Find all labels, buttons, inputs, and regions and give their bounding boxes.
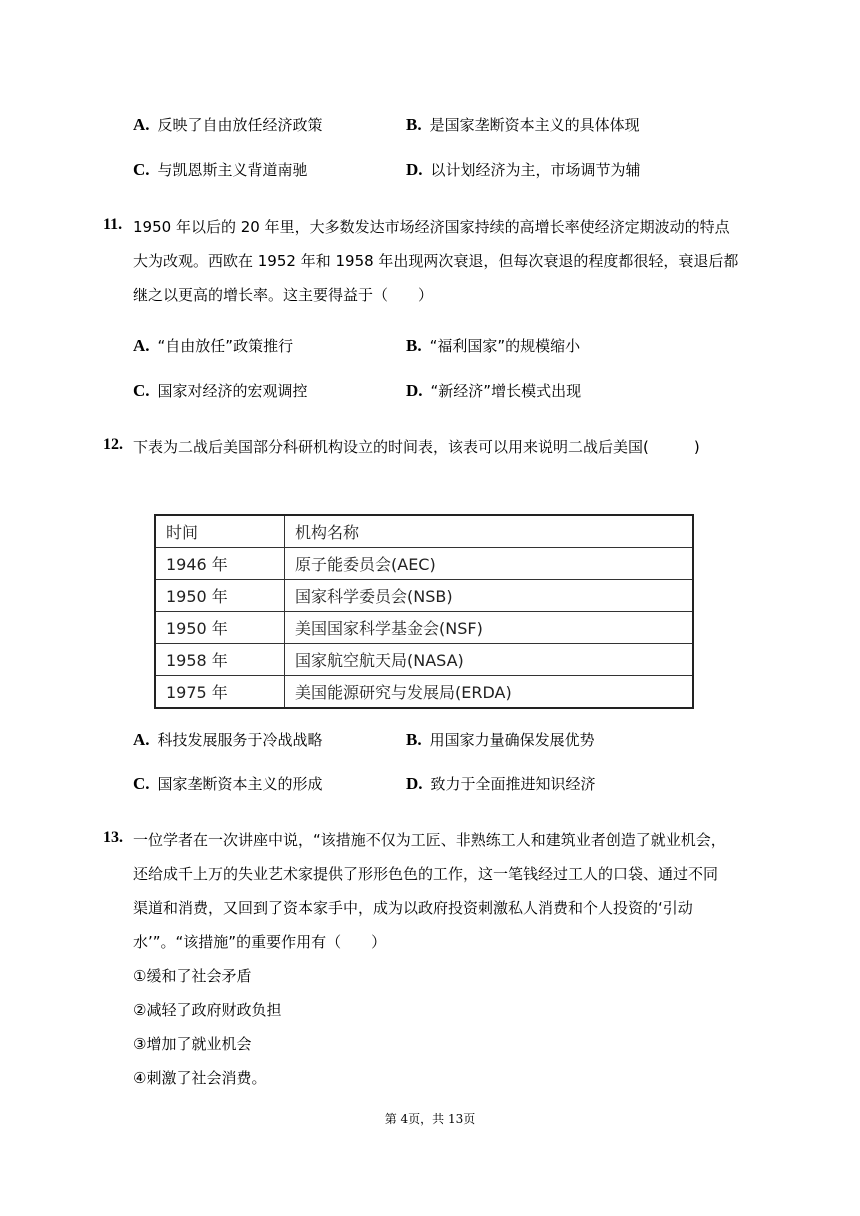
- question-stem-line: 1950 年以后的 20 年里，大多数发达市场经济国家持续的高增长率使经济定期波动的特点: [133, 218, 730, 236]
- table-row: [155, 676, 693, 709]
- question-number: 11.: [103, 216, 123, 233]
- question-number: 12.: [103, 436, 123, 453]
- question-stem-line: 继之以更高的增长率。这主要得益于（ ）: [133, 286, 434, 304]
- option-d[interactable]: [406, 380, 581, 401]
- table-cell-name: 国家科学委员会(NSB): [285, 580, 694, 612]
- table-cell-name: 国家航空航天局(NASA): [285, 644, 694, 676]
- statement-item: ④刺激了社会消费。: [133, 1069, 267, 1087]
- option-a[interactable]: [133, 335, 293, 356]
- option-letter: A.: [133, 115, 150, 134]
- option-a[interactable]: [133, 114, 323, 135]
- option-text: “自由放任”政策推行: [157, 337, 294, 355]
- option-text: 国家对经济的宏观调控: [157, 382, 308, 400]
- option-letter: B.: [406, 730, 422, 749]
- question-number: 13.: [103, 829, 123, 846]
- option-text: 以计划经济为主，市场调节为辅: [430, 161, 641, 179]
- table-cell-year: 1946 年: [155, 548, 285, 580]
- question-stem-line: 大为改观。西欧在 1952 年和 1958 年出现两次衰退，但每次衰退的程度都很轻，衰退后都: [133, 252, 739, 270]
- table-cell-name: 原子能委员会(AEC): [285, 548, 694, 580]
- option-text: 致力于全面推进知识经济: [430, 775, 596, 793]
- table-row: [155, 580, 693, 612]
- option-b[interactable]: [406, 114, 640, 135]
- question-stem-line: 一位学者在一次讲座中说，“该措施不仅为工匠、非熟练工人和建筑业者创造了就业机会，: [133, 831, 726, 849]
- table-cell-name: 美国能源研究与发展局(ERDA): [285, 676, 694, 709]
- table-cell-name: 美国国家科学基金会(NSF): [285, 612, 694, 644]
- option-d[interactable]: [406, 773, 596, 794]
- option-letter: B.: [406, 115, 422, 134]
- table-header-cell: 机构名称: [285, 515, 694, 548]
- option-text: 用国家力量确保发展优势: [429, 731, 595, 749]
- statement-item: ③增加了就业机会: [133, 1035, 252, 1053]
- option-letter: A.: [133, 730, 150, 749]
- option-letter: B.: [406, 336, 422, 355]
- question-stem: 下表为二战后美国部分科研机构设立的时间表，该表可以用来说明二战后美国( ): [133, 438, 700, 456]
- option-text: “新经济”增长模式出现: [430, 382, 582, 400]
- table-cell-year: 1950 年: [155, 580, 285, 612]
- question-stem-line: 水’”。“该措施”的重要作用有（ ）: [133, 933, 387, 951]
- table-header-cell: 时间: [155, 515, 285, 548]
- option-text: 与凯恩斯主义背道南驰: [157, 161, 308, 179]
- option-text: 是国家垄断资本主义的具体体现: [429, 116, 640, 134]
- institution-table: [154, 514, 694, 709]
- option-text: 科技发展服务于冷战战略: [157, 731, 323, 749]
- table-row: [155, 644, 693, 676]
- option-letter: D.: [406, 774, 423, 793]
- statement-item: ②减轻了政府财政负担: [133, 1001, 282, 1019]
- option-c[interactable]: [133, 380, 308, 401]
- table-cell-year: 1950 年: [155, 612, 285, 644]
- page-number-footer: 第 4页，共 13页: [384, 1112, 476, 1126]
- table-row: [155, 548, 693, 580]
- question-stem-line: 渠道和消费，又回到了资本家手中，成为以政府投资刺激私人消费和个人投资的‘引动: [133, 899, 693, 917]
- option-letter: D.: [406, 160, 423, 179]
- option-b[interactable]: [406, 335, 580, 356]
- table-cell-year: 1958 年: [155, 644, 285, 676]
- option-c[interactable]: [133, 159, 308, 180]
- option-text: “福利国家”的规模缩小: [429, 337, 581, 355]
- table-row: [155, 612, 693, 644]
- option-text: 国家垄断资本主义的形成: [157, 775, 323, 793]
- option-b[interactable]: [406, 729, 595, 750]
- option-letter: C.: [133, 381, 150, 400]
- question-stem-line: 还给成千上万的失业艺术家提供了形形色色的工作，这一笔钱经过工人的口袋、通过不同: [133, 865, 719, 883]
- table-header-row: [155, 515, 693, 548]
- option-letter: C.: [133, 774, 150, 793]
- option-letter: A.: [133, 336, 150, 355]
- option-c[interactable]: [133, 773, 323, 794]
- table-cell-year: 1975 年: [155, 676, 285, 709]
- option-text: 反映了自由放任经济政策: [157, 116, 323, 134]
- option-letter: D.: [406, 381, 423, 400]
- option-letter: C.: [133, 160, 150, 179]
- option-d[interactable]: [406, 159, 641, 180]
- option-a[interactable]: [133, 729, 323, 750]
- statement-item: ①缓和了社会矛盾: [133, 967, 252, 985]
